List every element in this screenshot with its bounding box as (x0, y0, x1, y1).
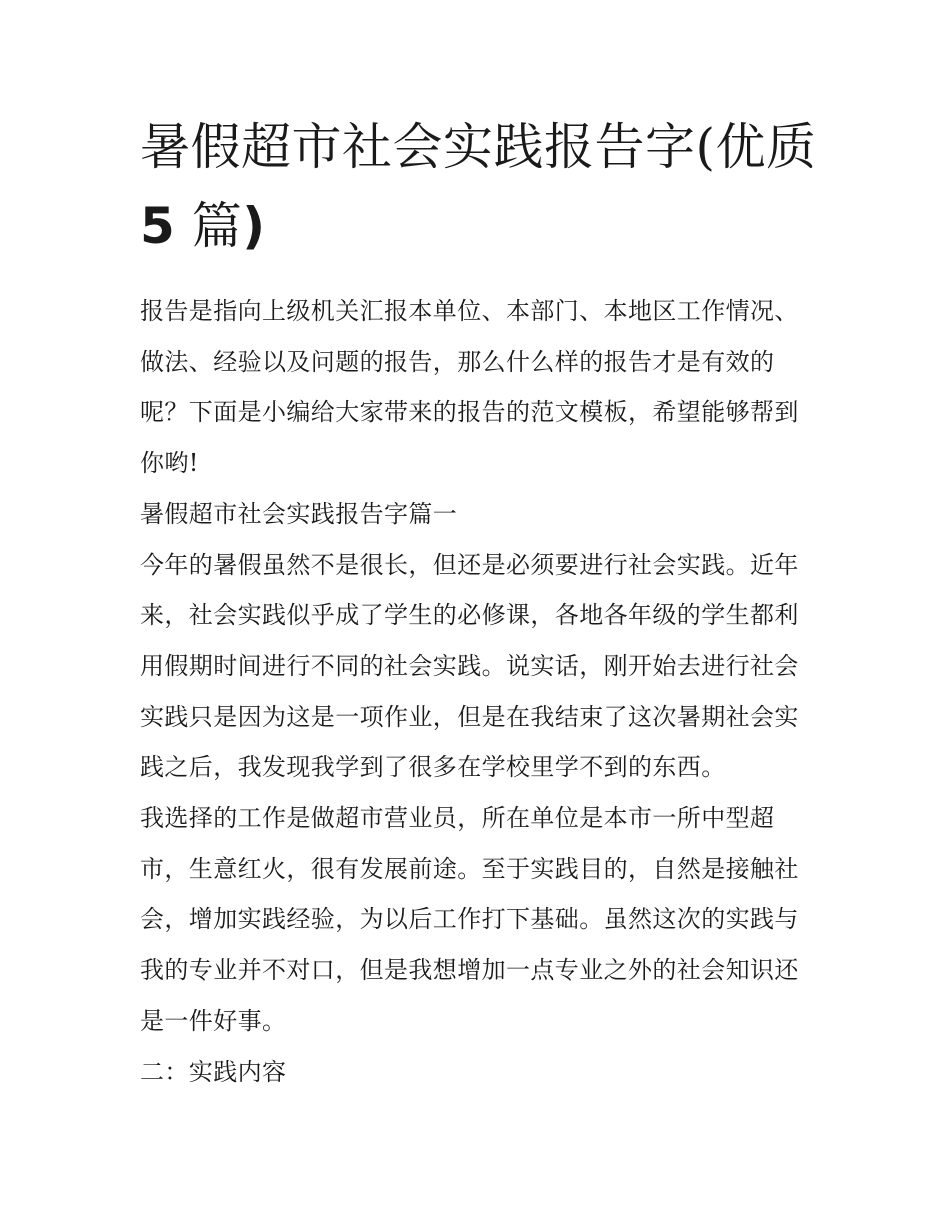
paragraph-line: 是一件好事。 (140, 1006, 287, 1035)
intro-line: 呢？下面是小编给大家带来的报告的范文模板，希望能够帮到 (140, 398, 799, 427)
paragraph-line: 会，增加实践经验，为以后工作打下基础。虽然这次的实践与 (140, 905, 799, 934)
title-close-paren: ) (242, 197, 266, 255)
paragraph-line: 实践只是因为这是一项作业，但是在我结束了这次暑期社会实 (140, 702, 799, 731)
intro-line: 你哟! (140, 449, 199, 478)
paragraph-line: 用假期时间进行不同的社会实践。说实话，刚开始去进行社会 (140, 651, 799, 680)
title-line-2: 篇 (191, 197, 243, 255)
document-title (140, 108, 820, 266)
paragraph-2 (140, 793, 820, 1047)
paragraph-1 (140, 540, 820, 794)
section-heading-2: 二：实践内容 (140, 1057, 287, 1086)
section-heading-1: 暑假超市社会实践报告字篇一 (140, 499, 458, 528)
paragraph-line: 我选择的工作是做超市营业员，所在单位是本市一所中型超 (140, 804, 775, 833)
intro-line: 报告是指向上级机关汇报本单位、本部门、本地区工作情况、 (140, 297, 799, 325)
paragraph-line: 市，生意红火，很有发展前途。至于实践目的，自然是接触社 (140, 854, 799, 883)
paragraph-line: 今年的暑假虽然不是很长，但还是必须要进行社会实践。近年 (140, 550, 799, 579)
paragraph-line: 践之后，我发现我学到了很多在学校里学不到的东西。 (140, 753, 726, 782)
intro-paragraph (140, 286, 820, 489)
intro-line: 做法、经验以及问题的报告，那么什么样的报告才是有效的 (140, 347, 775, 376)
title-line-1: 暑假超市社会实践报告字(优质 (140, 118, 817, 176)
paragraph-line: 来，社会实践似乎成了学生的必修课，各地各年级的学生都利 (140, 601, 799, 630)
paragraph-line: 我的专业并不对口，但是我想增加一点专业之外的社会知识还 (140, 956, 799, 985)
title-number: 5 (140, 197, 176, 255)
document-page (140, 108, 820, 1097)
